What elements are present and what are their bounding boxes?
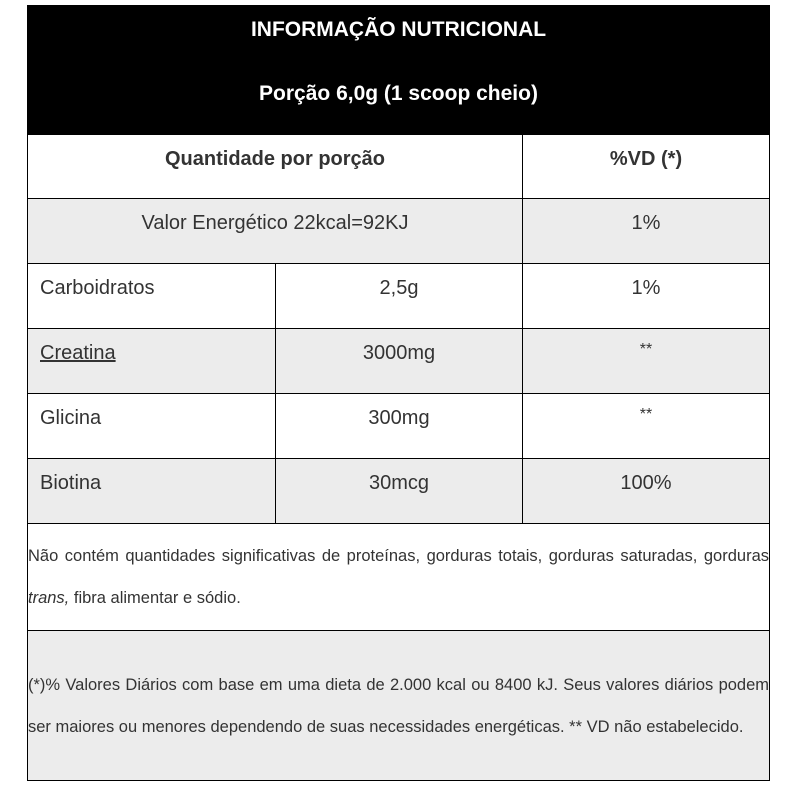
nutrient-amount: 2,5g <box>276 264 523 329</box>
energy-vd: 1% <box>523 199 770 264</box>
nutrient-name: Glicina <box>28 394 276 459</box>
table-row <box>28 329 770 394</box>
column-header-row <box>28 135 770 199</box>
vd-header: %VD (*) <box>523 135 770 199</box>
portion-size: Porção 6,0g (1 scoop cheio) <box>259 82 538 105</box>
nutrient-vd: 1% <box>523 264 770 329</box>
table-row <box>28 264 770 329</box>
nutrient-vd: ** <box>523 329 770 394</box>
nutrition-table <box>27 5 770 781</box>
table-header <box>28 6 770 135</box>
quantity-header: Quantidade por porção <box>28 135 523 199</box>
energy-label: Valor Energético 22kcal=92KJ <box>28 199 523 264</box>
nutrient-name: Carboidratos <box>28 264 276 329</box>
nutrient-name: Biotina <box>28 459 276 524</box>
daily-values-note: (*)% Valores Diários com base em uma dieta de 2.000 kcal ou 8400 kJ. Seus valores diários podem ser maiores ou menores dependendo de suas necessidades energéticas. ** VD não estabelecido. <box>28 631 770 781</box>
table-row <box>28 459 770 524</box>
creatina-link[interactable]: Creatina <box>40 342 116 364</box>
nutrient-amount: 30mcg <box>276 459 523 524</box>
table-row <box>28 394 770 459</box>
not-contains-note: Não contém quantidades significativas de proteínas, gorduras totais, gorduras saturadas, gorduras trans, fibra alimentar e sódio. <box>28 524 770 631</box>
nutrient-amount: 300mg <box>276 394 523 459</box>
nutrient-amount: 3000mg <box>276 329 523 394</box>
nutrient-vd: ** <box>523 394 770 459</box>
energy-row <box>28 199 770 264</box>
nutrient-vd: 100% <box>523 459 770 524</box>
table-title: INFORMAÇÃO NUTRICIONAL <box>250 18 547 41</box>
